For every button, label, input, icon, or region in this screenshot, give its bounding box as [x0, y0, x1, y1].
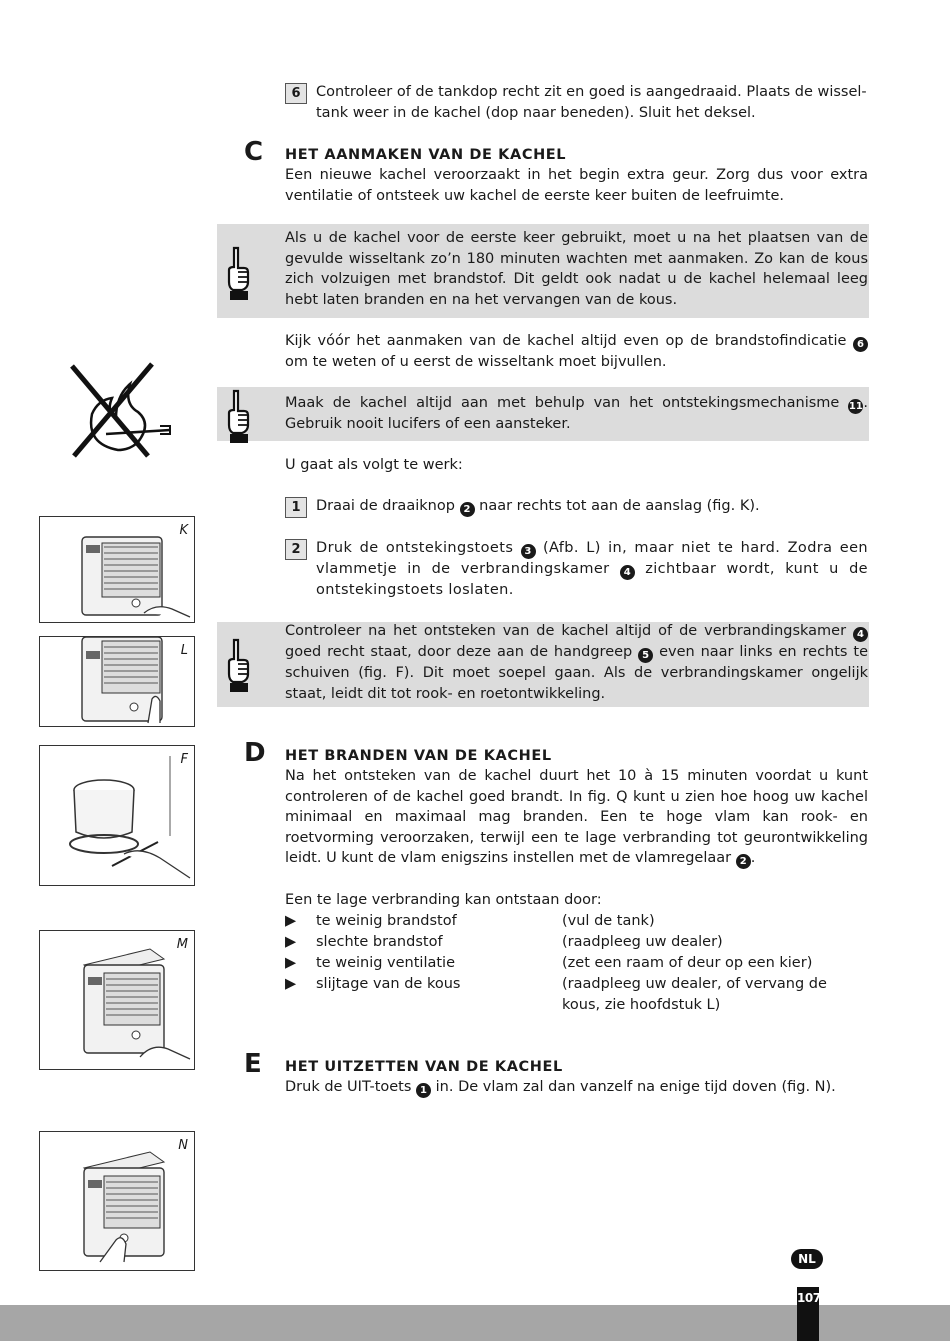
bullet-icon: ▶ — [285, 913, 297, 929]
remedy-2: (raadpleeg uw dealer) — [562, 934, 723, 950]
figure-n — [39, 1131, 195, 1271]
page-number: 107 — [797, 1287, 819, 1341]
chamber-4-badge: 4 — [853, 627, 868, 642]
knob-2-badge: 2 — [460, 502, 475, 517]
note2-part-b: . Gebruik nooit lucifers of een aansteker. — [285, 395, 868, 432]
para2-part-b: om te weten of u eerst de wisseltank moet bijvullen. — [285, 354, 667, 370]
figure-n-label: N — [178, 1138, 188, 1153]
mechanism-11-badge: 11 — [848, 401, 863, 412]
language-badge: NL — [791, 1249, 823, 1269]
e-para-part-a: Druk de UIT-toets — [285, 1079, 412, 1095]
step6-line2: tank weer in de kachel (dop naar beneden). Sluit het deksel. — [316, 104, 756, 121]
section-c-para1: Een nieuwe kachel veroorzaakt in het begin extra geur. Zorg dus voor extra ventilatie of ontsteek uw kachel de eerste keer buiten de leefruimte. — [285, 167, 868, 204]
steps-intro: U gaat als volgt te werk: — [285, 457, 463, 473]
cause-2: slechte brandstof — [316, 934, 443, 950]
note2-part-a: Maak de kachel altijd aan met behulp van het ontstekingsmechanisme — [285, 395, 840, 411]
d-para1-text: Na het ontsteken van de kachel duurt het 10 à 15 minuten voordat u kunt controleren of de kachel goed brandt. In fig. Q kunt u zien hoe hoog uw kachel minimaal en maximaal mag branden. Een te hoge vlam kan rook- en roetvorming veroorzaken, terwijl een te lage verbranding tot geurontwikkeling leidt. U kunt de vlam enigszins instellen met de vlamregelaar — [285, 768, 868, 867]
step-number-6: 6 — [285, 83, 307, 104]
section-heading-c: HET AANMAKEN VAN DE KACHEL — [285, 147, 567, 163]
combustion-chamber-illustration — [40, 746, 194, 885]
note3-part-b: goed recht staat, door deze aan de handgreep — [285, 644, 633, 660]
cause-4: slijtage van de kous — [316, 976, 461, 992]
remedy-3: (zet een raam of deur op een kier) — [562, 955, 813, 971]
note3-part-c: even naar links en rechts te schuiven (fig. F). Dit moet soepel gaan. Als de verbrandingskamer ongelijk staat, leidt dit tot rook- en roetontwikkeling. — [285, 644, 868, 702]
figure-k — [39, 516, 195, 623]
heater-illustration — [40, 517, 194, 622]
section-letter-e: E — [244, 1049, 262, 1079]
remedy-4: (raadpleeg uw dealer, of vervang de kous, zie hoofdstuk L) — [562, 976, 827, 1013]
figure-m — [39, 930, 195, 1070]
figure-l-label: L — [180, 643, 188, 658]
pointing-hand-icon — [224, 246, 254, 309]
step-number-1: 1 — [285, 497, 307, 518]
pointing-hand-icon — [224, 389, 254, 452]
section-c-para2 — [285, 331, 868, 373]
bullet-icon: ▶ — [285, 976, 297, 992]
handle-5-badge: 5 — [638, 648, 653, 663]
step2-text — [316, 538, 868, 601]
step2-part-c: zichtbaar wordt, kunt u de ontstekingstoets loslaten. — [316, 561, 868, 598]
note-2-text — [285, 393, 868, 435]
pointing-hand-icon — [224, 638, 254, 701]
step2-part-b: (Afb. L) in, maar niet te hard. Zodra een vlammetje in de verbrandingskamer — [316, 540, 869, 577]
regulator-2-badge: 2 — [736, 854, 751, 869]
indicator-6-badge: 6 — [853, 337, 868, 352]
e-para-part-b: in. De vlam zal dan vanzelf na enige tijd doven (fig. N). — [435, 1079, 836, 1095]
bullet-icon: ▶ — [285, 955, 297, 971]
figure-m-label: M — [176, 937, 188, 952]
bullet-icon: ▶ — [285, 934, 297, 950]
step-number-2: 2 — [285, 539, 307, 560]
heater-illustration — [40, 637, 194, 726]
off-button-1-badge: 1 — [416, 1083, 431, 1098]
figure-k-label: K — [179, 523, 188, 538]
section-e-para — [285, 1077, 868, 1098]
heater-illustration — [40, 1132, 194, 1270]
no-open-flame-icon — [66, 360, 172, 469]
step1-part-a: Draai de draaiknop — [316, 498, 455, 514]
chamber-4-badge: 4 — [620, 565, 635, 580]
note3-part-a: Controleer na het ontsteken van de kachel altijd of de verbrandingskamer — [285, 623, 847, 639]
cause-3: te weinig ventilatie — [316, 955, 456, 971]
section-heading-d: HET BRANDEN VAN DE KACHEL — [285, 748, 552, 764]
causes-intro: Een te lage verbranding kan ontstaan door: — [285, 892, 602, 908]
note-3-text — [285, 621, 868, 704]
heater-illustration — [40, 931, 194, 1069]
figure-f — [39, 745, 195, 886]
section-heading-e: HET UITZETTEN VAN DE KACHEL — [285, 1059, 563, 1075]
step1-part-b: naar rechts tot aan de aanslag (fig. K). — [479, 498, 760, 514]
section-letter-d: D — [244, 738, 266, 768]
remedy-1: (vul de tank) — [562, 913, 655, 929]
section-letter-c: C — [244, 137, 264, 167]
figure-f-label: F — [180, 752, 188, 767]
step2-part-a: Druk de ontstekingstoets — [316, 540, 514, 556]
step1-text — [316, 496, 868, 517]
d-para1-end: . — [750, 850, 756, 867]
para2-part-a: Kijk vóór het aanmaken van de kachel altijd even op de brandstofindicatie — [285, 333, 847, 349]
section-d-para1 — [285, 766, 868, 869]
ignition-3-badge: 3 — [521, 544, 536, 559]
cause-1: te weinig brandstof — [316, 913, 457, 929]
step6-text — [316, 82, 868, 123]
step6-line1: Controleer of de tankdop recht zit en goed is aangedraaid. Plaats de wissel- — [316, 84, 867, 100]
figure-l — [39, 636, 195, 727]
note-1-text: Als u de kachel voor de eerste keer gebruikt, moet u na het plaatsen van de gevulde wisseltank zo’n 180 minuten wachten met aanmaken. Zo kan de kous zich volzuigen met brandstof. Dit geldt ook nadat u de kachel helemaal leeg hebt laten branden en na het vervangen van de kous. — [285, 230, 868, 308]
